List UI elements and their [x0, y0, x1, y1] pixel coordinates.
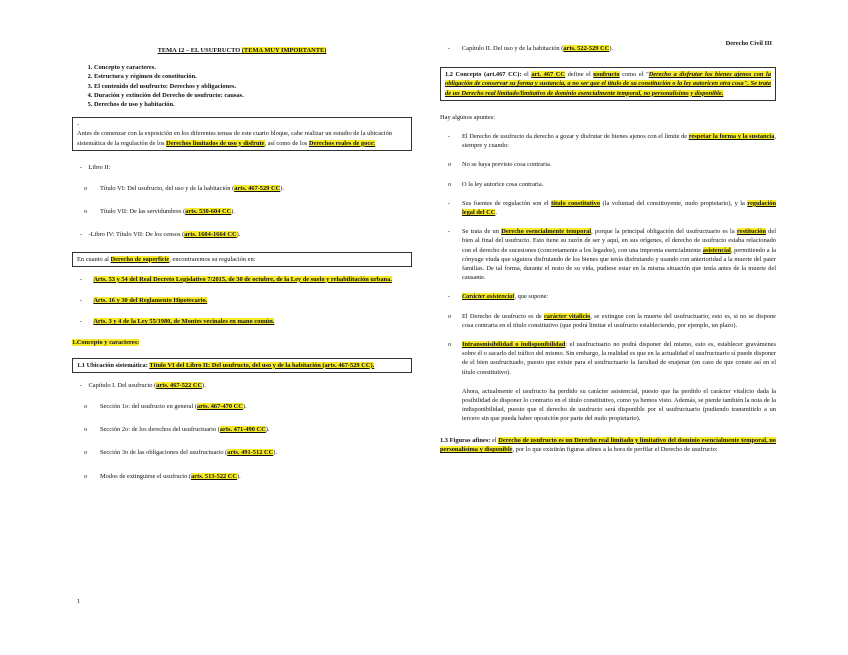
- libro-ii: - Libro II:: [80, 163, 111, 171]
- vitalicio-text-2: , se extingue con la muerte del usufructuario; esto es, si no se dispone cosa contraria en el título constitutivo (que podrá limitar el usufructo estableciendo, por ejemplo, un plazo).: [462, 312, 776, 329]
- fuentes-regulacion: regulación legal del CC: [462, 199, 776, 217]
- ubicacion-highlight: Título VI del Libro II: Del usufructo, del uso y de la habitación (arts. 467-529 CC).: [149, 361, 375, 369]
- libro-iv-text: -Libro IV: Título VII: De los censos (: [88, 231, 185, 239]
- seccion-articles: arts. 467-470 CC: [196, 403, 243, 411]
- seccion-articles: arts. 471-490 CC: [219, 426, 266, 434]
- seccion-item: o Sección 1o: del usufructo en general (arts. 467-470 CC).: [84, 403, 247, 411]
- law-text: Arts. 53 y 54 del Real Decreto Legislativo 7/2015, de 30 de octubre, de la Ley de suelo y rehabilitación urbana.: [93, 275, 392, 283]
- apuntes-intro: Hay algunos apuntes:: [440, 113, 496, 121]
- seccion-articles: arts. 513-522 CC: [191, 472, 238, 480]
- intro-box: [72, 117, 412, 151]
- superficie-text-2: , encontraremos su regulación en:: [169, 255, 256, 263]
- libro-iv: - -Libro IV: Título VII: De los censos (arts. 1604-1664 CC).: [80, 231, 241, 239]
- seccion-end: ).: [265, 426, 270, 434]
- capitulo-ii: - Capítulo II. Del uso y de la habitación (arts. 522-529 CC).: [448, 45, 614, 52]
- capitulo-ii-text: Capítulo II. Del uso y de la habitación (: [462, 45, 564, 52]
- condition-item: o O la ley autorice cosa contraria.: [448, 180, 544, 188]
- condition-text: No se haya previsto cosa contraria.: [462, 161, 552, 169]
- titulo-vii-text: Título VII: De las servidumbres (: [100, 208, 186, 216]
- titulo-vi-end: ).: [280, 185, 284, 193]
- intro-dash: -: [77, 121, 80, 129]
- seccion-end: ).: [242, 403, 247, 411]
- fuentes-item: - Sus fuentes de regulación son el título constitutivo (la voluntad del constituyente, nudo propietario), y la regulación legal del CC.: [448, 199, 776, 217]
- law-item: - Arts. 53 y 54 del Real Decreto Legislativo 7/2015, de 30 de octubre, de la Ley de suelo y rehabilitación urbana.: [80, 275, 392, 283]
- fuentes-text-2: (la voluntad del constituyente, nudo propietario), y la: [600, 199, 748, 207]
- fuentes-titulo: título constitutivo: [551, 199, 601, 207]
- figuras-text: el: [490, 436, 499, 444]
- temporal-highlight: Derecho esencialmente temporal: [501, 228, 592, 236]
- temporal-text-3: del bien al final del usufructo. Esto tiene su razón de ser y aquí, en sus orígenes, el derecho de usufructo estaba relacionado con el derecho de sucesiones (concretamente a los legados), con una impronta esencialmente: [462, 228, 776, 254]
- ubicacion-label: 1.1 Ubicación sistemática:: [77, 361, 150, 369]
- figuras-paragraph: [440, 436, 776, 454]
- section-1-title: 1.Concepto y caracteres:: [72, 339, 140, 347]
- law-text: Arts. 3 y 4 de la Ley 55/1980, de Montes vecinales en mano común.: [93, 318, 275, 326]
- toc-item: 5. Derechos de uso y habitación.: [94, 100, 412, 109]
- capitulo-i-articles: arts. 467-522 CC: [156, 381, 203, 389]
- intransmisible-text: : el usufructuario no podrá disponer del mismo, esto es, establecer gravámenes sobre él o sacarlo del tráfico del mismo. Sin embargo, la realidad es que en la actualidad el usufructuario sí puede disponer de el bien usufructuado, puesto que existe para el usufructuario la facultad de enajenar (en caso de que conste así en el título constitutivo).: [462, 341, 776, 376]
- intro-text: Antes de comenzar con la exposición en los diferentes temas de este cuarto bloque, cabe realizar un estudio de la ubicación sistemática de la regulación de los: [77, 130, 392, 147]
- seccion-text: Modos de extinguirse el usufructo (: [100, 472, 192, 480]
- intro-highlight: Derechos limitados de uso y disfrute: [166, 139, 265, 147]
- titulo-vi: o Título VI: Del usufructo, del uso y de la habitación (arts. 467-529 CC).: [84, 185, 284, 193]
- toc-item: 1. Concepto y caracteres.: [94, 63, 412, 72]
- figuras-highlight: Derecho de usufructo es un Derecho real limitado y limitativo del dominio esencialmente temporal, no personalísima y disponible: [440, 436, 776, 453]
- header-course: Derecho Civil III: [725, 40, 772, 47]
- libro-ii-label: Libro II:: [88, 163, 111, 171]
- asistencial-highlight: Carácter asistencial: [462, 293, 515, 301]
- seccion-item: o Modos de extinguirse el usufructo (arts. 513-522 CC).: [84, 472, 241, 480]
- concepto-text: el: [521, 71, 532, 79]
- seccion-end: ).: [273, 449, 277, 457]
- condition-text: O la ley autorice cosa contraria.: [462, 180, 544, 188]
- temporal-restitucion: restitución: [736, 228, 766, 236]
- capitulo-ii-end: ).: [609, 45, 614, 52]
- intro-highlight-2: Derechos reales de goce:: [308, 139, 376, 147]
- titulo-vii-articles: arts. 530-604 CC: [185, 208, 232, 216]
- seccion-end: ).: [237, 472, 241, 480]
- page-title: [72, 46, 412, 55]
- ahora-paragraph: Ahora, actualmente el usufructo ha perdido su carácter asistencial, puesto que ha perdido el carácter vitalicio dada la posibilidad de disponer lo contrario en el título constitutivo, como ya hemos visto. Además, se pierde también la nota de la indisponibilidad, puesto que el derecho de usufructo será disponible por el usufructuario (pudiendo transmitirlo a un tercero sin que pueda haber oposición por parte del nudo propietario).: [462, 387, 776, 423]
- toc-item: 2. Estructura y régimen de constitución.: [94, 72, 412, 81]
- title-highlight: (TEMA MUY IMPORTANTE): [241, 47, 327, 54]
- figuras-text-2: , por lo que existirán figuras afines a la hora de perfilar el Derecho de usufructo:: [512, 445, 718, 453]
- concepto-text-2: define el: [565, 71, 594, 79]
- page-number: 1: [77, 598, 81, 605]
- titulo-vi-text: Título VI: Del usufructo, del uso y de la habitación (: [100, 185, 235, 193]
- asistencial-text: , que supone:: [514, 293, 549, 301]
- temporal-text: Se trata de un: [462, 228, 502, 236]
- section-heading: [72, 338, 412, 347]
- vitalicio-text: El Derecho de usufructo es de: [462, 312, 544, 320]
- table-of-contents: [72, 63, 412, 109]
- capitulo-i-text: Capítulo I. Del usufructo (: [88, 381, 157, 389]
- fuentes-text: Sus fuentes de regulación son el: [462, 199, 552, 207]
- toc-item: 3. El contenido del usufructo: Derechos y obligaciones.: [94, 82, 412, 91]
- capitulo-i-end: ).: [202, 381, 206, 389]
- titulo-vii: o Título VII: De las servidumbres (arts. 530-604 CC).: [84, 208, 235, 216]
- condition-item: o No se haya previsto cosa contraria.: [448, 161, 552, 169]
- vitalicio-highlight: carácter vitalicio: [543, 312, 591, 320]
- law-text: Arts. 16 y 30 del Reglamento Hipotecario.: [93, 297, 208, 305]
- concepto-box: [440, 67, 776, 101]
- concepto-usufructo: usufructo: [593, 71, 620, 79]
- intransmisible-highlight: Intransmisibilidad o indisponibilidad: [462, 341, 566, 349]
- capitulo-i: - Capítulo I. Del usufructo (arts. 467-522 CC).: [80, 381, 206, 389]
- capitulo-ii-articles: arts. 522-529 CC: [563, 45, 610, 52]
- left-column: [72, 40, 412, 495]
- superficie-box: [72, 252, 412, 267]
- fuentes-end: .: [495, 209, 497, 217]
- concepto-article: art. 467 CC: [531, 71, 566, 79]
- ubicacion-box: [72, 358, 412, 373]
- seccion-item: o Sección 3o de las obligaciones del usufructuario (arts. 491-512 CC).: [84, 449, 277, 457]
- concepto-label: 1.2 Concepto (art.467 CC):: [445, 71, 522, 79]
- seccion-articles: arts. 491-512 CC: [227, 449, 274, 457]
- seccion-text: Sección 1o: del usufructo en general (: [100, 403, 197, 411]
- asistencial-item: - Carácter asistencial, que supone:: [448, 293, 549, 301]
- titulo-vii-end: ).: [231, 208, 235, 216]
- intransmisible-item: o Intransmisibilidad o indisponibilidad: el usufructuario no podrá disponer del mismo, esto es, establecer gravámenes sobre él o sacarlo del tráfico del mismo. Sin embargo, la realidad es que en la actualidad el usufructuario sí puede disponer de el bien usufructuado, puesto que existe para el usufructuario la facultad de enajenar (en caso de que conste así en el título constitutivo).: [448, 341, 776, 376]
- superficie-highlight: Derecho de superficie: [110, 255, 170, 263]
- vitalicio-item: o El Derecho de usufructo es de carácter vitalicio, se extingue con la muerte del usufructuario; esto es, si no se dispone cosa contraria en el título constitutivo (que podrá limitar el usufructo estableciendo, por ejemplo, un plazo).: [448, 312, 776, 329]
- figuras-label: 1.3 Figuras afines:: [440, 436, 491, 444]
- apunte-item: - El Derecho de usufructo da derecho a gozar y disfrutar de bienes ajenos con el límite de respetar la forma y la sustancia, siempre y cuando:: [448, 133, 777, 150]
- intro-text-2: , así como de los: [264, 139, 309, 147]
- seccion-item: o Sección 2o: de los derechos del usufructuario (arts. 471-490 CC).: [84, 426, 270, 434]
- libro-iv-articles: arts. 1604-1664 CC: [184, 231, 237, 239]
- title-main: TEMA 12 – EL USUFRUCTO: [157, 47, 241, 54]
- law-item: - Arts. 16 y 30 del Reglamento Hipotecario.: [80, 297, 208, 305]
- concepto-text-3: como el ": [619, 71, 649, 79]
- temporal-asistencial: asistencial: [702, 246, 731, 254]
- apunte-highlight: respetar la forma y la sustancia: [688, 133, 775, 141]
- seccion-text: Sección 2o: de los derechos del usufructuario (: [100, 426, 220, 434]
- law-item: - Arts. 3 y 4 de la Ley 55/1980, de Montes vecinales en mano común.: [80, 318, 275, 326]
- apunte-text-2: , siempre y cuando:: [462, 133, 777, 150]
- temporal-item: - Se trata de un Derecho esencialmente temporal, porque la principal obligación del usufructuario es la restitución del bien al final del usufructo. Esto tiene su razón de ser y aquí, en sus orígenes, el derecho de usufructo estaba relacionado con el derecho de sucesiones (concretamente a los legados), con una impronta esencialmente asistencial, permitiendo a la cónyuge viuda que siguiera disfrutando de los bienes que tenía disfrutando y usando con anterioridad a la muerte del pater familias. De tal forma, durante el resto de su vida, pudiese estar en la misma situación que tenía antes de la muerte del causante.: [448, 228, 776, 282]
- superficie-text: En cuanto al: [77, 255, 111, 263]
- toc-item: 4. Duración y extinción del Derecho de usufructo: causas.: [94, 91, 412, 100]
- seccion-text: Sección 3o de las obligaciones del usufructuario (: [100, 449, 228, 457]
- libro-iv-end: ).: [236, 231, 241, 239]
- concepto-definition: Derecho a disfrutar los bienes ajenos con la obligación de conservar su forma y sustancia, a no ser que el título de su constitución o la ley autoricen otra cosa". Se trata de un Derecho real limitado/limitativo de dominio esencialmente temporal, no personalísimo y disponible.: [445, 71, 772, 97]
- titulo-vi-articles: arts. 467-529 CC: [234, 185, 281, 193]
- temporal-text-4: , permitiendo a la cónyuge viuda que siguiera disfrutando de los bienes que tenía disfrutando y usando con anterioridad a la muerte del pater familias. De tal forma, durante el resto de su vida, pudiese estar en la misma situación que tenía antes de la muerte del causante.: [462, 246, 776, 282]
- temporal-text-2: , porque la principal obligación del usufructuario es la: [591, 228, 737, 236]
- right-column: [440, 40, 776, 464]
- apunte-text: El Derecho de usufructo da derecho a gozar y disfrutar de bienes ajenos con el límite de: [462, 133, 689, 141]
